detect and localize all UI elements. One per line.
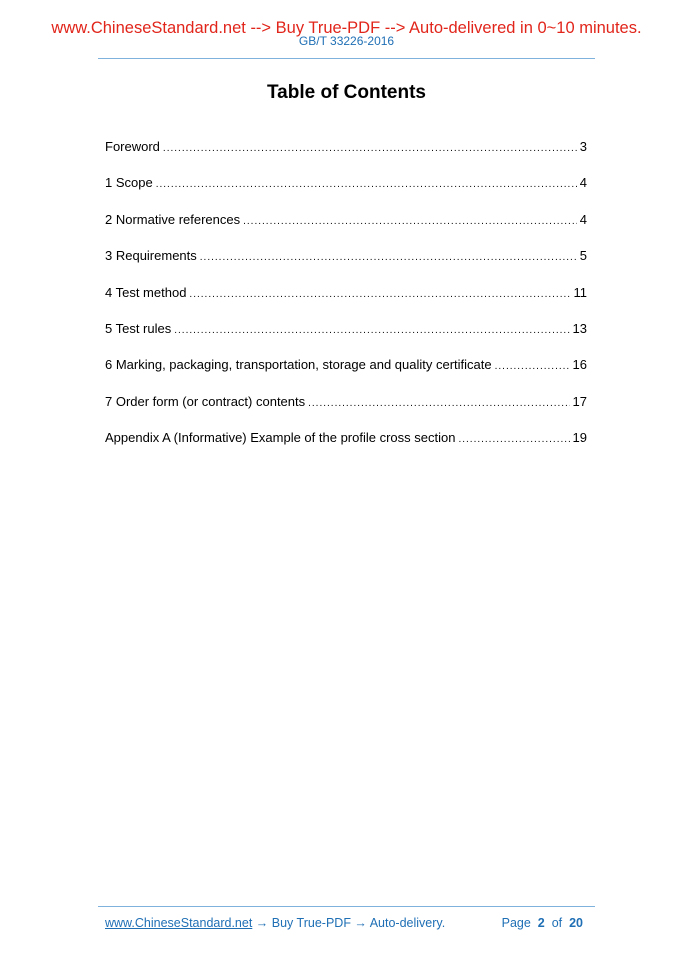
toc-entry-label: Foreword [105, 139, 160, 154]
footer-site-link[interactable]: www.ChineseStandard.net [105, 916, 253, 930]
toc-leader-dots [200, 249, 577, 267]
page-indicator [502, 915, 583, 931]
toc-title: Table of Contents [266, 82, 427, 103]
toc-entry-page: 13 [572, 320, 587, 336]
toc-leader-dots [189, 286, 570, 304]
toc-leader-dots [174, 322, 569, 340]
arrow-icon: → [350, 916, 370, 930]
arrow-icon: → [252, 916, 272, 930]
toc-entry-requirements[interactable] [105, 247, 587, 283]
toc-leader-dots [156, 176, 577, 194]
toc-entry-page: 19 [572, 430, 587, 446]
toc-entry-label: 4 Test method [105, 284, 187, 300]
page-word: Page [501, 916, 531, 930]
toc-entry-page: 16 [572, 357, 587, 373]
toc-entry-scope[interactable] [105, 174, 587, 210]
toc-entry-page: 11 [573, 284, 587, 300]
toc-leader-dots [163, 140, 577, 158]
toc-leader-dots [458, 431, 569, 449]
toc-entry-page: 4 [579, 211, 587, 227]
header-divider [98, 58, 595, 59]
footer-delivery-text: Auto-delivery. [369, 916, 446, 930]
toc-entry-label: 6 Marking, packaging, transportation, storage and quality certificate [105, 357, 492, 373]
toc-entry-label: 5 Test rules [105, 320, 172, 336]
toc-entry-page: 17 [572, 393, 587, 409]
toc-entry-normative-references[interactable] [105, 211, 587, 247]
promo-banner[interactable]: www.ChineseStandard.net --> Buy True-PDF --> Auto-delivered in 0~10 minutes. [51, 19, 642, 37]
toc-entry-label: 2 Normative references [105, 211, 241, 227]
footer-divider [98, 906, 595, 907]
toc-entry-label: 7 Order form (or contract) contents [105, 393, 306, 409]
footer-buy-text: Buy True-PDF [271, 916, 351, 930]
toc-entry-label: 3 Requirements [105, 248, 197, 264]
toc-entry-label: 1 Scope [105, 175, 153, 191]
footer-promo [105, 915, 445, 931]
toc-leader-dots [308, 395, 569, 413]
toc-entry-marking-packaging[interactable] [105, 356, 587, 392]
document-id: GB/T 33226-2016 [298, 34, 395, 48]
toc-entry-label: Appendix A (Informative) Example of the profile cross section [105, 430, 456, 446]
toc-leader-dots [243, 213, 577, 231]
toc-entry-test-rules[interactable] [105, 320, 587, 356]
toc-entry-foreword[interactable] [105, 138, 587, 174]
toc-entry-page: 4 [579, 175, 587, 191]
toc-leader-dots [495, 358, 570, 376]
total-page-count: 20 [569, 916, 583, 930]
toc-entry-appendix-a[interactable] [105, 429, 587, 465]
toc-entry-page: 3 [579, 139, 587, 154]
page-footer [105, 915, 583, 931]
toc-entry-page: 5 [579, 248, 587, 264]
toc-entry-order-form[interactable] [105, 393, 587, 429]
page-of-word: of [551, 916, 563, 930]
table-of-contents [105, 138, 587, 466]
toc-entry-test-method[interactable] [105, 284, 587, 320]
current-page-number: 2 [537, 916, 545, 930]
